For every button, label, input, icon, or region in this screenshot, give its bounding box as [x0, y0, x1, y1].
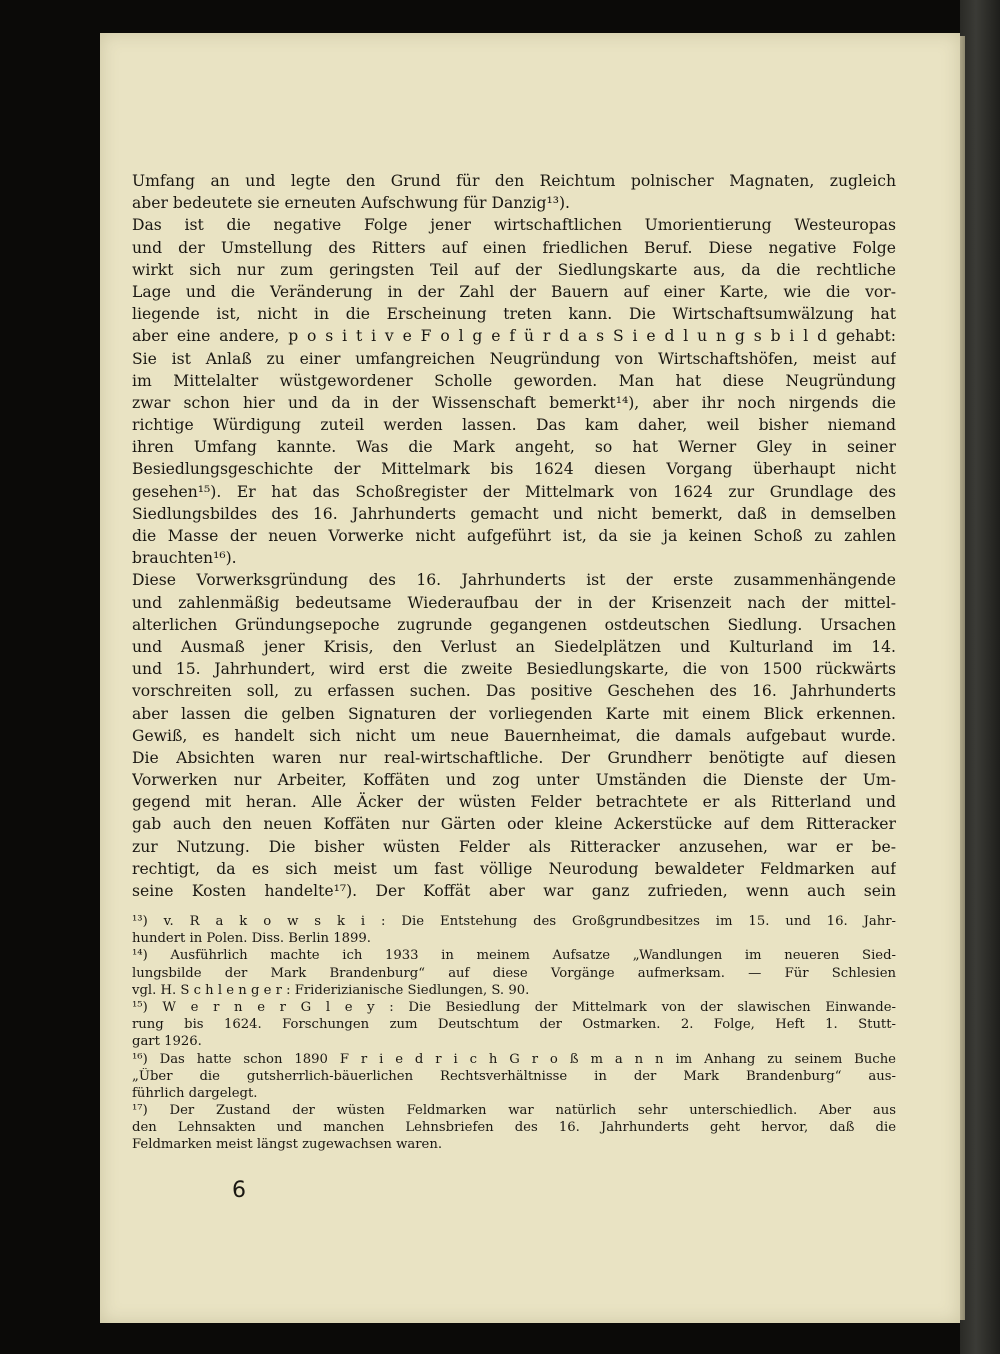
body-line: gesehen¹⁵). Er hat das Schoßregister der Mittelmark von 1624 zur Grundlage des	[132, 482, 896, 501]
footnote-line: rung bis 1624. Forschungen zum Deutschtum der Ostmarken. 2. Folge, Heft 1. Stutt-	[132, 1017, 896, 1033]
footnote-line: gart 1926.	[132, 1034, 202, 1050]
body-line: brauchten¹⁶).	[132, 549, 237, 568]
body-line: aber eine andere, p o s i t i v e F o l g e f ü r d a s S i e d l u n g s b i l d gehabt:	[132, 327, 896, 346]
body-line: richtige Würdigung zuteil werden lassen. Das kam daher, weil bisher niemand	[132, 416, 896, 435]
body-line: Diese Vorwerksgründung des 16. Jahrhunderts ist der erste zusammenhängende	[132, 571, 896, 590]
body-line: und zahlenmäßig bedeutsame Wiederaufbau der in der Krisenzeit nach der mittel-	[132, 593, 896, 612]
body-line: ihren Umfang kannte. Was die Mark angeht, so hat Werner Gley in seiner	[132, 438, 896, 457]
footnote-line: führlich dargelegt.	[132, 1085, 258, 1101]
footnote-line: vgl. H. S c h l e n g e r : Friderizianische Siedlungen, S. 90.	[132, 982, 530, 998]
body-line: aber bedeutete sie erneuten Aufschwung für Danzig¹³).	[132, 194, 571, 213]
page-number: 6	[232, 1178, 246, 1203]
body-line: Lage und die Veränderung in der Zahl der Bauern auf einer Karte, wie die vor-	[132, 282, 896, 301]
body-line: Siedlungsbildes des 16. Jahrhunderts gemacht und nicht bemerkt, daß in demselben	[132, 504, 896, 523]
body-line: Umfang an und legte den Grund für den Reichtum polnischer Magnaten, zugleich	[132, 172, 896, 190]
footnotes	[132, 913, 896, 1154]
footnote-line: „Über die gutsherrlich-bäuerlichen Rechtsverhältnisse in der Mark Brandenburg“ aus-	[132, 1068, 896, 1084]
body-line: Sie ist Anlaß zu einer umfangreichen Neugründung von Wirtschaftshöfen, meist auf	[132, 349, 896, 368]
body-line: gab auch den neuen Koffäten nur Gärten oder kleine Ackerstücke auf dem Ritteracker	[132, 815, 896, 834]
body-text	[132, 170, 896, 902]
body-line: Besiedlungsgeschichte der Mittelmark bis 1624 diesen Vorgang überhaupt nicht	[132, 460, 896, 479]
body-line: und der Umstellung des Ritters auf einen friedlichen Beruf. Diese negative Folge	[132, 238, 896, 257]
book-spine	[960, 0, 1000, 1354]
body-line: seine Kosten handelte¹⁷). Der Koffät aber war ganz zufrieden, wenn auch sein	[132, 882, 896, 900]
body-line: Die Absichten waren nur real-wirtschaftliche. Der Grundherr benötigte auf diesen	[132, 748, 896, 767]
footnote-line: lungsbilde der Mark Brandenburg“ auf diese Vorgänge aufmerksam. — Für Schlesien	[132, 965, 896, 981]
body-line: alterlichen Gründungsepoche zugrunde gegangenen ostdeutschen Siedlung. Ursachen	[132, 615, 896, 634]
body-line: Gewiß, es handelt sich nicht um neue Bauernheimat, die damals aufgebaut wurde.	[132, 726, 896, 745]
body-line: liegende ist, nicht in die Erscheinung treten kann. Die Wirtschaftsumwälzung hat	[132, 305, 896, 324]
body-line: zur Nutzung. Die bisher wüsten Felder als Ritteracker anzusehen, war er be-	[132, 837, 896, 856]
body-line: und 15. Jahrhundert, wird erst die zweite Besiedlungskarte, die von 1500 rückwärts	[132, 660, 896, 679]
body-line: aber lassen die gelben Signaturen der vorliegenden Karte mit einem Blick erkennen.	[132, 704, 896, 723]
body-line: die Masse der neuen Vorwerke nicht aufgeführt ist, da sie ja keinen Schoß zu zahlen	[132, 527, 896, 545]
body-line: gegend mit heran. Alle Äcker der wüsten Felder betrachtete er als Ritterland und	[132, 793, 896, 812]
footnote-line: ¹⁶) Das hatte schon 1890 F r i e d r i c h G r o ß m a n n im Anhang zu seinem Buche	[132, 1051, 896, 1067]
footnote-line: den Lehnsakten und manchen Lehnsbriefen des 16. Jahrhunderts geht hervor, daß die	[132, 1120, 896, 1136]
body-line: und Ausmaß jener Krisis, den Verlust an Siedelplätzen und Kulturland im 14.	[132, 637, 896, 656]
footnote-line: hundert in Polen. Diss. Berlin 1899.	[132, 931, 371, 947]
footnote-line: ¹⁵) W e r n e r G l e y : Die Besiedlung der Mittelmark von der slawischen Einwande-	[132, 999, 896, 1015]
body-line: Das ist die negative Folge jener wirtschaftlichen Umorientierung Westeuropas	[132, 216, 896, 235]
body-line: zwar schon hier und da in der Wissenschaft bemerkt¹⁴), aber ihr noch nirgends die	[132, 393, 896, 412]
body-line: rechtigt, da es sich meist um fast völlige Neurodung bewaldeter Feldmarken auf	[132, 859, 896, 878]
footnote-line: ¹⁴) Ausführlich machte ich 1933 in meinem Aufsatze „Wandlungen im neueren Sied-	[132, 948, 896, 964]
body-line: vorschreiten soll, zu erfassen suchen. Das positive Geschehen des 16. Jahrhunderts	[132, 682, 896, 701]
footnote-line: ¹⁷) Der Zustand der wüsten Feldmarken war natürlich sehr unterschiedlich. Aber aus	[132, 1103, 896, 1119]
footnote-line: Feldmarken meist längst zugewachsen waren.	[132, 1137, 443, 1153]
footnote-line: ¹³) v. R a k o w s k i : Die Entstehung des Großgrundbesitzes im 15. und 16. Jahr-	[132, 914, 896, 929]
body-line: im Mittelalter wüstgewordener Scholle geworden. Man hat diese Neugründung	[132, 371, 896, 390]
body-line: Vorwerken nur Arbeiter, Koffäten und zog unter Umständen die Dienste der Um-	[132, 771, 896, 790]
body-line: wirkt sich nur zum geringsten Teil auf der Siedlungskarte aus, da die rechtliche	[132, 260, 896, 279]
